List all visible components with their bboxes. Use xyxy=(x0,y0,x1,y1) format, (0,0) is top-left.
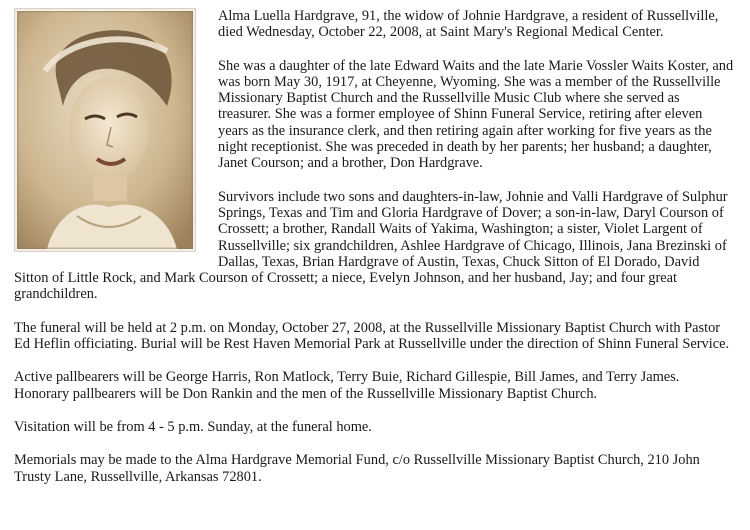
obituary-biography: She was a daughter of the late Edward Waits and the late Marie Vossler Waits Koster, and was born May 30, 1917, at Cheyenne, Wyoming. She was a member of the Russellville Missionary Baptist Church and the Russellville Music Club where she served as treasurer. She was a former employee of Shinn Funeral Service, retiring after eleven years as the insurance clerk, and then retiring again after working for five years as the night receptionist. She was preceded in death by her parents; her husband; a daughter, Janet Courson; and a brother, Don Hardgrave. xyxy=(218,57,734,172)
portrait-photo xyxy=(14,8,196,252)
obituary-intro: Alma Luella Hardgrave, 91, the widow of Johnie Hardgrave, a resident of Russellville, died Wednesday, October 22, 2008, at Saint Mary's Regional Medical Center. xyxy=(218,8,719,41)
portrait-image xyxy=(17,11,193,249)
obituary-pallbearers: Active pallbearers will be George Harris, Ron Matlock, Terry Buie, Richard Gillespie, Bill James, and Terry James. Honorary pallbearers will be Don Rankin and the men of the Russellville Missionary Baptist Church. xyxy=(14,369,680,402)
obituary-funeral: The funeral will be held at 2 p.m. on Monday, October 27, 2008, at the Russellville Missionary Baptist Church with Pastor Ed Heflin officiating. Burial will be Rest Haven Memorial Park at Russellville under the direction of Shinn Funeral Service. xyxy=(14,319,730,353)
obituary-memorials: Memorials may be made to the Alma Hardgrave Memorial Fund, c/o Russellville Missionary Baptist Church, 210 John Trusty Lane, Russellville, Arkansas 72801. xyxy=(14,452,700,485)
obituary-survivors: Survivors include two sons and daughters-in-law, Johnie and Valli Hardgrave of Sulphur Springs, Texas and Tim and Gloria Hardgrave of Dover; a son-in-law, Daryl Courson of Crossett; a brother, Randall Waits of Yakima, Washington; a sister, Violet Largent of Russellville; six grandchildren, Ashlee Hardgrave of Chicago, Illinois, Jana Brezinski of Dallas, Texas, Brian Hardgrave of Austin, Texas, Chuck Sitton of El Dorado, David Sitton of Little Rock, and Mark Courson of Crossett; a niece, Evelyn Johnson, and her husband, Jay; and four great grandchildren. xyxy=(14,188,728,303)
obituary-visitation: Visitation will be from 4 - 5 p.m. Sunday, at the funeral home. xyxy=(14,418,372,435)
